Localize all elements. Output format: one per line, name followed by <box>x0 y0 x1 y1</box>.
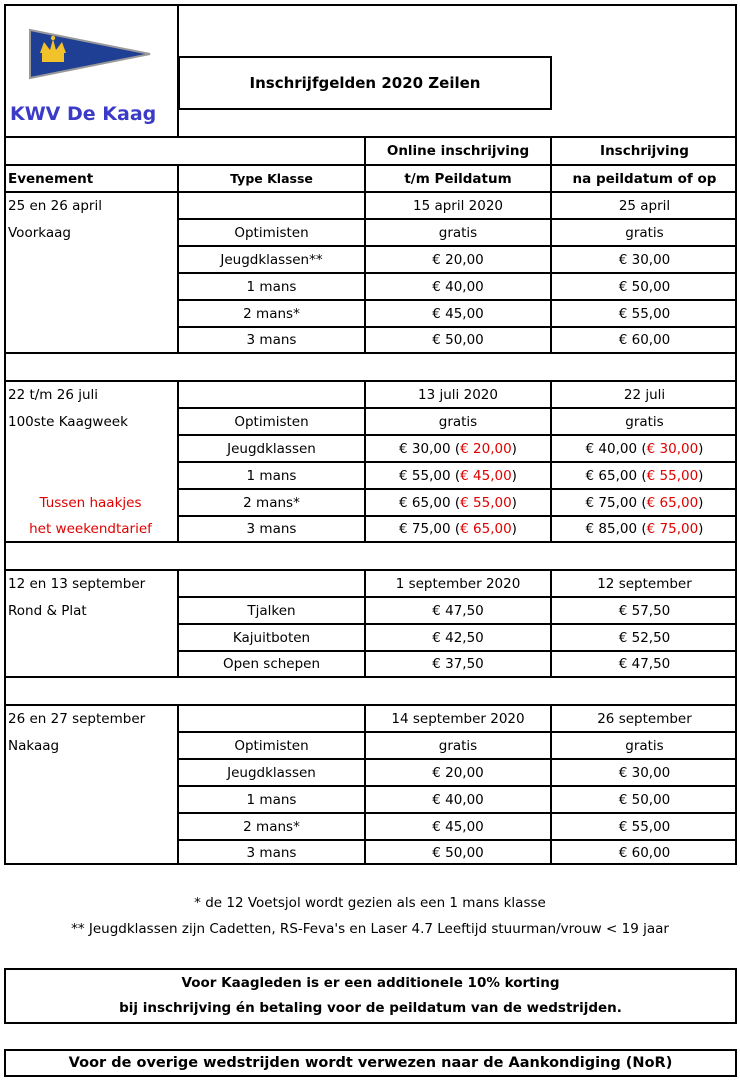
header-event: Evenement <box>8 170 94 187</box>
class-cell: 1 mans <box>246 278 297 295</box>
online-fee: € 37,50 <box>432 656 484 672</box>
class-cell: Optimisten <box>234 737 309 754</box>
class-cell: Open schepen <box>222 656 321 672</box>
late-fee: € 30,00 <box>618 251 671 268</box>
page-title: Inschrijfgelden 2020 Zeilen <box>178 56 552 110</box>
late-fee: gratis <box>625 413 664 430</box>
online-fee: € 45,00 <box>432 818 484 835</box>
deadline-late: 22 juli <box>623 386 666 403</box>
online-fee-weekend: € 55,00 <box>460 494 512 511</box>
late-fee: € 55,00 <box>618 818 671 835</box>
late-fee-weekend: € 65,00 <box>646 494 699 511</box>
class-cell: Kajuitboten <box>232 629 311 646</box>
online-fee: € 65,00 ( € 55,00 ) <box>399 494 517 511</box>
class-cell: 3 mans <box>246 332 297 348</box>
logo-box <box>4 4 179 138</box>
header-online-line1: Online inschrijving <box>386 143 530 159</box>
event-date: 12 en 13 september <box>8 575 146 592</box>
weekend-note-line2: het weekendtarief <box>29 521 152 537</box>
online-fee-regular: € 75,00 <box>399 521 451 537</box>
late-fee: gratis <box>625 737 664 754</box>
header-class: Type Klasse <box>230 171 313 186</box>
late-fee: € 60,00 <box>618 332 671 348</box>
late-fee: € 60,00 <box>618 845 671 861</box>
late-fee: € 55,00 <box>618 305 671 322</box>
header-late-line2: na peildatum of op <box>572 170 717 187</box>
header-late-line1: Inschrijving <box>600 143 689 159</box>
late-fee: € 50,00 <box>618 278 671 295</box>
class-cell: Jeugdklassen <box>227 440 316 457</box>
late-fee: € 47,50 <box>618 656 671 672</box>
late-fee: € 57,50 <box>618 602 671 619</box>
deadline-online: 15 april 2020 <box>412 197 503 214</box>
late-fee: € 40,00 ( € 30,00 ) <box>585 440 704 457</box>
deadline-late: 25 april <box>618 197 671 214</box>
online-fee-regular: € 30,00 <box>399 440 451 457</box>
class-cell: Jeugdklassen** <box>220 251 323 268</box>
online-fee: gratis <box>438 737 478 754</box>
class-cell: 2 mans* <box>243 818 300 835</box>
event-name: Rond & Plat <box>8 602 87 619</box>
late-fee-weekend: € 75,00 <box>646 521 699 537</box>
late-fee-regular: € 85,00 <box>585 521 638 537</box>
deadline-late: 26 september <box>597 710 692 727</box>
late-fee-weekend: € 30,00 <box>646 440 699 457</box>
deadline-late: 12 september <box>597 575 692 592</box>
deadline-online: 14 september 2020 <box>391 710 525 727</box>
event-name: Voorkaag <box>8 224 71 241</box>
footnote-single-star: * de 12 Voetsjol wordt gezien als een 1 mans klasse <box>194 895 546 911</box>
late-fee: € 50,00 <box>618 791 671 808</box>
online-fee-regular: € 55,00 <box>399 467 451 484</box>
class-cell: 1 mans <box>246 467 297 484</box>
late-fee-regular: € 40,00 <box>585 440 638 457</box>
class-cell: Tjalken <box>247 602 296 619</box>
late-fee: € 85,00 ( € 75,00 ) <box>585 521 704 537</box>
event-date: 26 en 27 september <box>8 710 146 727</box>
late-fee-regular: € 75,00 <box>585 494 638 511</box>
discount-line2: bij inschrijving én betaling voor de peildatum van de wedstrijden. <box>119 1000 622 1016</box>
online-fee: € 75,00 ( € 65,00 ) <box>399 521 517 537</box>
online-fee-regular: € 65,00 <box>399 494 451 511</box>
class-cell: 2 mans* <box>243 305 300 322</box>
late-fee-weekend: € 55,00 <box>646 467 699 484</box>
deadline-online: 1 september 2020 <box>395 575 521 592</box>
weekend-note-line1: Tussen haakjes <box>39 494 142 511</box>
club-pennant-icon <box>26 26 156 86</box>
online-fee: € 20,00 <box>432 251 484 268</box>
event-name: Nakaag <box>8 737 60 754</box>
online-fee: € 20,00 <box>432 764 484 781</box>
late-fee: gratis <box>625 224 664 241</box>
late-fee: € 75,00 ( € 65,00 ) <box>585 494 704 511</box>
event-name: 100ste Kaagweek <box>8 413 128 430</box>
late-fee: € 52,50 <box>618 629 671 646</box>
online-fee: € 45,00 <box>432 305 484 322</box>
club-name: KWV De Kaag <box>10 103 157 125</box>
late-fee: € 30,00 <box>618 764 671 781</box>
online-fee: € 40,00 <box>432 278 484 295</box>
class-cell: Optimisten <box>234 224 309 241</box>
event-date: 22 t/m 26 juli <box>8 386 99 403</box>
notice-box: Voor de overige wedstrijden wordt verwezen naar de Aankondiging (NoR) <box>4 1049 737 1077</box>
class-cell: Jeugdklassen <box>227 764 316 781</box>
class-cell: 3 mans <box>246 521 297 537</box>
online-fee-weekend: € 45,00 <box>460 467 512 484</box>
class-cell: 3 mans <box>246 845 297 861</box>
deadline-online: 13 juli 2020 <box>418 386 498 403</box>
online-fee-weekend: € 65,00 <box>460 521 512 537</box>
online-fee: € 50,00 <box>432 845 484 861</box>
late-fee-regular: € 65,00 <box>585 467 638 484</box>
online-fee: € 47,50 <box>432 602 484 619</box>
discount-line1: Voor Kaagleden is er een additionele 10% korting <box>181 975 560 991</box>
online-fee: € 40,00 <box>432 791 484 808</box>
class-cell: Optimisten <box>234 413 309 430</box>
online-fee: € 30,00 ( € 20,00 ) <box>399 440 517 457</box>
header-online-line2: t/m Peildatum <box>404 170 512 187</box>
online-fee: gratis <box>438 413 478 430</box>
class-cell: 1 mans <box>246 791 297 808</box>
online-fee: € 42,50 <box>432 629 484 646</box>
footnote-double-star: ** Jeugdklassen zijn Cadetten, RS-Feva's en Laser 4.7 Leeftijd stuurman/vrouw < 19 jaar <box>71 921 669 937</box>
online-fee: gratis <box>438 224 478 241</box>
online-fee-weekend: € 20,00 <box>460 440 512 457</box>
late-fee: € 65,00 ( € 55,00 ) <box>585 467 704 484</box>
online-fee: € 50,00 <box>432 332 484 348</box>
class-cell: 2 mans* <box>243 494 300 511</box>
event-date: 25 en 26 april <box>8 197 102 214</box>
online-fee: € 55,00 ( € 45,00 ) <box>399 467 517 484</box>
